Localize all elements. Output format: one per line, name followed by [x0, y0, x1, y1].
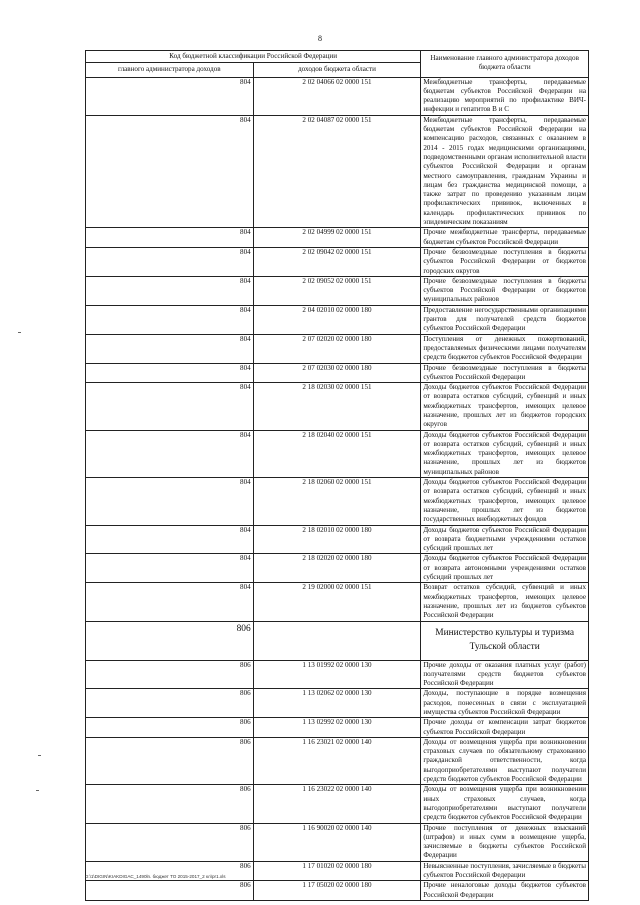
revenue-code-cell: 1 16 90020 02 0000 140 — [253, 823, 421, 861]
admin-code-cell: 804 — [86, 228, 254, 248]
admin-code-cell: 806 — [86, 689, 254, 718]
revenue-name-cell: Доходы бюджетов субъектов Российской Федерации от возврата остатков субсидий, субвенций и иных межбюджетных трансфертов, имеющих целевое назначение, прошлых лет из бюджетов государственных внебюджетных фондов — [421, 478, 589, 525]
admin-column-header: главного администратора доходов — [86, 63, 254, 77]
table-row — [86, 881, 589, 901]
admin-code-cell: 804 — [86, 554, 254, 583]
revenue-code-cell: 2 18 02010 02 0000 180 — [253, 525, 421, 554]
revenue-code-cell: 2 02 04999 02 0000 151 — [253, 228, 421, 248]
admin-code-cell: 804 — [86, 525, 254, 554]
table-row — [86, 363, 589, 383]
revenue-admin-table — [85, 50, 589, 901]
revenue-code-cell: 1 16 23021 02 0000 140 — [253, 737, 421, 784]
table-row — [86, 247, 589, 276]
table-row — [86, 430, 589, 477]
ministry-section — [86, 621, 589, 660]
revenue-code-cell: 1 16 23022 02 0000 140 — [253, 785, 421, 823]
revenue-code-cell: 1 13 02992 02 0000 130 — [253, 718, 421, 738]
admin-code-cell: 806 — [86, 660, 254, 689]
revenue-name-cell: Межбюджетные трансферты, передаваемые бюджетам субъектов Российской Федерации на компенсацию расходов, связанных с оказанием в 2014 - 2015 годах медицинскими организациями, подведомственными органам исполнительной власти субъектов Российской Федерации и органам местного самоуправления, гражданам Украины и лицам без гражданства медицинской помощи, а также затрат по проведению указанным лицам профилактических прививок, включенных в календарь профилактических прививок по эпидемическим показаниям — [421, 115, 589, 228]
revenue-name-cell: Прочие безвозмездные поступления в бюджеты субъектов Российской Федерации от бюджетов городских округов — [421, 247, 589, 276]
revenue-code-cell: 2 07 02020 02 0000 180 — [253, 334, 421, 363]
file-path-footer: D:\1\DIGIN\KIAKDIGAC_1490ln. бюджет ТО 2015-2017_2 кл\pr1.xls — [85, 874, 226, 879]
revenue-name-cell: Доходы, поступающие в порядке возмещения расходов, понесенных в связи с эксплуатацией имущества субъектов Российской Федерации — [421, 689, 589, 718]
scan-mark — [38, 755, 41, 756]
admin-code-cell: 806 — [86, 861, 254, 881]
revenue-code-cell: 2 02 09052 02 0000 151 — [253, 276, 421, 305]
admin-code-cell: 804 — [86, 276, 254, 305]
revenue-code-cell: 1 17 01020 02 0000 180 — [253, 861, 421, 881]
table-row — [86, 823, 589, 861]
revenue-code-cell: 2 07 02030 02 0000 180 — [253, 363, 421, 383]
admin-code-cell: 804 — [86, 305, 254, 334]
revenue-name-cell: Прочие неналоговые доходы бюджетов субъектов Российской Федерации — [421, 881, 589, 901]
revenue-name-cell: Прочие безвозмездные поступления в бюджеты субъектов Российской Федерации — [421, 363, 589, 383]
revenue-name-cell: Доходы бюджетов субъектов Российской Федерации от возврата автономными учреждениями остатков субсидий прошлых лет — [421, 554, 589, 583]
table-row — [86, 660, 589, 689]
table-row — [86, 718, 589, 738]
revenue-name-cell: Прочие доходы от компенсации затрат бюджетов субъектов Российской Федерации — [421, 718, 589, 738]
revenue-name-cell: Возврат остатков субсидий, субвенций и иных межбюджетных трансфертов, имеющих целевое назначение, прошлых лет из бюджетов субъектов Российской Федерации — [421, 583, 589, 621]
table-row — [86, 525, 589, 554]
admin-code-cell: 804 — [86, 115, 254, 228]
revenue-name-cell: Доходы от возмещения ущерба при возникновении иных страховых случаев, когда выгодоприобретателями выступают получатели средств бюджетов субъектов Российской Федерации — [421, 785, 589, 823]
admin-code-cell: 804 — [86, 334, 254, 363]
ministry-row — [86, 621, 589, 660]
revenue-name-cell: Доходы бюджетов субъектов Российской Федерации от возврата остатков субсидий, субвенций и иных межбюджетных трансфертов, имеющих целевое назначение, прошлых лет из бюджетов городских округов — [421, 383, 589, 430]
admin-code-cell: 804 — [86, 583, 254, 621]
revenue-code-cell: 2 02 09042 02 0000 151 — [253, 247, 421, 276]
ministry-revenue-code — [253, 621, 421, 660]
revenue-code-cell: 1 13 01992 02 0000 130 — [253, 660, 421, 689]
ministry-name: Министерство культуры и туризма Тульской области — [421, 621, 589, 660]
revenue-name-cell: Предоставление негосударственными организациями грантов для получателей средств бюджетов субъектов Российской Федерации — [421, 305, 589, 334]
scan-mark — [36, 790, 39, 791]
revenue-name-cell: Невыясненные поступления, зачисляемые в бюджеты субъектов Российской Федерации — [421, 861, 589, 881]
revenue-column-header: доходов бюджета области — [253, 63, 421, 77]
revenue-code-cell: 2 02 04066 02 0000 151 — [253, 77, 421, 115]
table-row — [86, 583, 589, 621]
revenue-code-cell: 2 04 02010 02 0000 180 — [253, 305, 421, 334]
revenue-name-cell: Доходы от возмещения ущерба при возникновении страховых случаев по обязательному страхованию гражданской ответственности, когда выгодоприобретателями выступают получатели средств бюджетов субъектов Российской Федерации — [421, 737, 589, 784]
revenue-code-cell: 1 13 02062 02 0000 130 — [253, 689, 421, 718]
table-row — [86, 689, 589, 718]
revenue-code-cell: 2 18 02060 02 0000 151 — [253, 478, 421, 525]
table-row — [86, 737, 589, 784]
scan-mark — [18, 332, 21, 333]
revenue-name-cell: Поступления от денежных пожертвований, предоставляемых физическими лицами получателям средств бюджетов субъектов Российской Федерации — [421, 334, 589, 363]
table-row — [86, 334, 589, 363]
table-row — [86, 115, 589, 228]
page-number: 8 — [318, 34, 322, 43]
admin-code-cell: 806 — [86, 881, 254, 901]
table-body-ministry — [86, 660, 589, 900]
admin-code-cell: 804 — [86, 247, 254, 276]
admin-code-cell: 804 — [86, 478, 254, 525]
revenue-code-cell: 2 18 02030 02 0000 151 — [253, 383, 421, 430]
revenue-name-cell: Межбюджетные трансферты, передаваемые бюджетам субъектов Российской Федерации на реализацию мероприятий по профилактике ВИЧ-инфекции и гепатитов В и С — [421, 77, 589, 115]
admin-code-cell: 804 — [86, 430, 254, 477]
table-row — [86, 383, 589, 430]
revenue-code-cell: 2 02 04087 02 0000 151 — [253, 115, 421, 228]
admin-code-cell: 804 — [86, 363, 254, 383]
ministry-admin-code: 806 — [86, 621, 254, 660]
table-row — [86, 785, 589, 823]
revenue-code-cell: 1 17 05020 02 0000 180 — [253, 881, 421, 901]
admin-code-cell: 806 — [86, 785, 254, 823]
revenue-code-cell: 2 18 02020 02 0000 180 — [253, 554, 421, 583]
revenue-name-cell: Прочие поступления от денежных взысканий (штрафов) и иных сумм в возмещение ущерба, зачисляемые в бюджеты субъектов Российской Федерации — [421, 823, 589, 861]
admin-code-cell: 806 — [86, 718, 254, 738]
admin-code-cell: 804 — [86, 383, 254, 430]
admin-code-cell: 806 — [86, 737, 254, 784]
table-row — [86, 77, 589, 115]
table-row — [86, 478, 589, 525]
table-body — [86, 77, 589, 621]
revenue-name-cell: Прочие межбюджетные трансферты, передаваемые бюджетам субъектов Российской Федерации — [421, 228, 589, 248]
revenue-name-cell: Прочие доходы от оказания платных услуг (работ) получателями средств бюджетов субъектов Российской Федерации — [421, 660, 589, 689]
code-group-header: Код бюджетной классификации Российской Федерации — [86, 51, 421, 63]
table-row — [86, 276, 589, 305]
revenue-name-cell: Доходы бюджетов субъектов Российской Федерации от возврата остатков субсидий, субвенций и иных межбюджетных трансфертов, имеющих целевое назначение, прошлых лет из бюджетов муниципальных районов — [421, 430, 589, 477]
table-row — [86, 305, 589, 334]
revenue-name-cell: Доходы бюджетов субъектов Российской Федерации от возврата бюджетными учреждениями остатков субсидий прошлых лет — [421, 525, 589, 554]
revenue-code-cell: 2 18 02040 02 0000 151 — [253, 430, 421, 477]
table-row — [86, 554, 589, 583]
revenue-name-cell: Прочие безвозмездные поступления в бюджеты субъектов Российской Федерации от бюджетов муниципальных районов — [421, 276, 589, 305]
table-header-row — [86, 51, 589, 63]
admin-code-cell: 804 — [86, 77, 254, 115]
revenue-code-cell: 2 19 02000 02 0000 151 — [253, 583, 421, 621]
admin-code-cell: 806 — [86, 823, 254, 861]
table-row — [86, 228, 589, 248]
name-column-header: Наименование главного администратора доходов бюджета области — [421, 51, 589, 78]
